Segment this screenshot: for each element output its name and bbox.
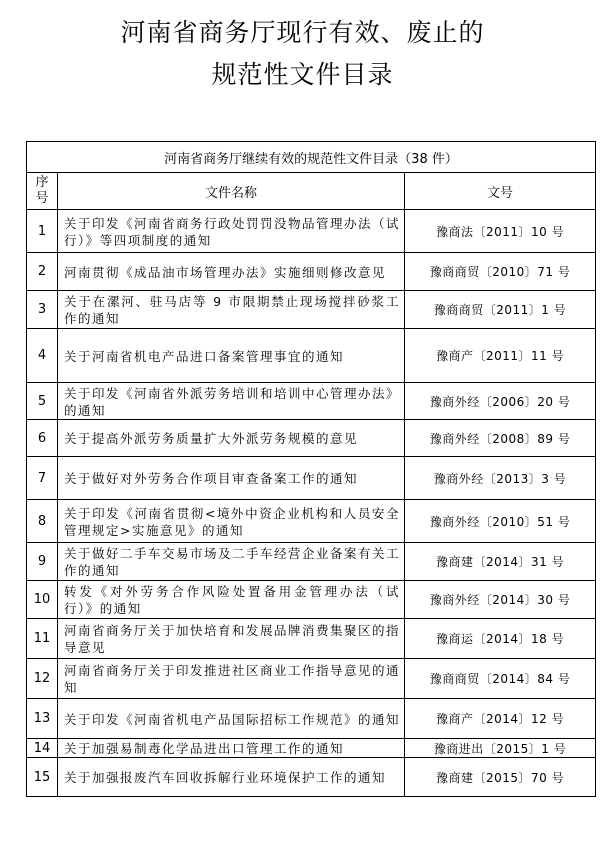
row-seq: 5 bbox=[27, 383, 58, 420]
table-row bbox=[27, 210, 596, 253]
table-row bbox=[27, 739, 596, 758]
row-doc-number: 豫商法〔2011〕10 号 bbox=[405, 210, 596, 253]
row-doc-number: 豫商外经〔2010〕51 号 bbox=[405, 500, 596, 543]
row-doc-name: 关于提高外派劳务质量扩大外派劳务规模的意见 bbox=[58, 420, 405, 457]
row-doc-number: 豫商建〔2015〕70 号 bbox=[405, 758, 596, 797]
row-doc-number: 豫商商贸〔2010〕71 号 bbox=[405, 253, 596, 291]
row-doc-name: 关于做好二手车交易市场及二手车经营企业备案有关工作的通知 bbox=[58, 543, 405, 581]
table-row bbox=[27, 581, 596, 619]
row-doc-name: 关于做好对外劳务合作项目审查备案工作的通知 bbox=[58, 457, 405, 500]
table-row bbox=[27, 758, 596, 797]
table-row bbox=[27, 543, 596, 581]
table-row bbox=[27, 659, 596, 699]
row-seq: 8 bbox=[27, 500, 58, 543]
header-doc-number: 文号 bbox=[405, 173, 596, 210]
header-seq-top: 序 bbox=[35, 175, 49, 190]
table-row bbox=[27, 291, 596, 329]
row-seq: 1 bbox=[27, 210, 58, 253]
header-doc-name: 文件名称 bbox=[58, 173, 405, 210]
row-doc-name: 关于加强易制毒化学品进出口管理工作的通知 bbox=[58, 739, 405, 758]
row-doc-number: 豫商运〔2014〕18 号 bbox=[405, 619, 596, 659]
row-seq: 14 bbox=[27, 739, 58, 758]
table-row bbox=[27, 457, 596, 500]
table-row bbox=[27, 420, 596, 457]
row-seq: 12 bbox=[27, 659, 58, 699]
row-doc-number: 豫商外经〔2008〕89 号 bbox=[405, 420, 596, 457]
row-doc-number: 豫商商贸〔2011〕1 号 bbox=[405, 291, 596, 329]
row-doc-name: 关于在漯河、驻马店等 9 市限期禁止现场搅拌砂浆工作的通知 bbox=[58, 291, 405, 329]
row-doc-name: 关于印发《河南省外派劳务培训和培训中心管理办法》的通知 bbox=[58, 383, 405, 420]
row-doc-number: 豫商外经〔2013〕3 号 bbox=[405, 457, 596, 500]
row-seq: 11 bbox=[27, 619, 58, 659]
row-doc-number: 豫商产〔2011〕11 号 bbox=[405, 329, 596, 383]
row-doc-name: 关于印发《河南省商务行政处罚罚没物品管理办法（试行）》等四项制度的通知 bbox=[58, 210, 405, 253]
row-doc-name: 河南贯彻《成品油市场管理办法》实施细则修改意见 bbox=[58, 253, 405, 291]
page-title-line-1: 河南省商务厅现行有效、废止的 bbox=[120, 18, 485, 47]
row-seq: 3 bbox=[27, 291, 58, 329]
row-seq: 9 bbox=[27, 543, 58, 581]
table-row bbox=[27, 253, 596, 291]
row-doc-number: 豫商外经〔2006〕20 号 bbox=[405, 383, 596, 420]
row-seq: 6 bbox=[27, 420, 58, 457]
row-doc-number: 豫商产〔2014〕12 号 bbox=[405, 699, 596, 739]
row-seq: 4 bbox=[27, 329, 58, 383]
table-header-row bbox=[27, 173, 596, 210]
row-doc-number: 豫商外经〔2014〕30 号 bbox=[405, 581, 596, 619]
table-row bbox=[27, 500, 596, 543]
row-doc-name: 关于印发《河南省贯彻<境外中资企业机构和人员安全管理规定>实施意见》的通知 bbox=[58, 500, 405, 543]
row-seq: 15 bbox=[27, 758, 58, 797]
row-seq: 7 bbox=[27, 457, 58, 500]
header-seq bbox=[27, 173, 58, 210]
row-doc-name: 关于加强报废汽车回收拆解行业环境保护工作的通知 bbox=[58, 758, 405, 797]
row-seq: 2 bbox=[27, 253, 58, 291]
regulation-table bbox=[26, 141, 596, 797]
row-seq: 10 bbox=[27, 581, 58, 619]
row-doc-name: 关于河南省机电产品进口备案管理事宜的通知 bbox=[58, 329, 405, 383]
row-doc-number: 豫商建〔2014〕31 号 bbox=[405, 543, 596, 581]
table-caption: 河南省商务厅继续有效的规范性文件目录（38 件） bbox=[27, 142, 596, 173]
table-row bbox=[27, 383, 596, 420]
header-seq-bottom: 号 bbox=[35, 191, 49, 206]
table-row bbox=[27, 699, 596, 739]
row-doc-name: 河南省商务厅关于印发推进社区商业工作指导意见的通知 bbox=[58, 659, 405, 699]
row-doc-number: 豫商商贸〔2014〕84 号 bbox=[405, 659, 596, 699]
table-row bbox=[27, 329, 596, 383]
row-seq: 13 bbox=[27, 699, 58, 739]
row-doc-number: 豫商进出〔2015〕1 号 bbox=[405, 739, 596, 758]
row-doc-name: 关于印发《河南省机电产品国际招标工作规范》的通知 bbox=[58, 699, 405, 739]
table-row bbox=[27, 619, 596, 659]
row-doc-name: 河南省商务厅关于加快培育和发展品牌消费集聚区的指导意见 bbox=[58, 619, 405, 659]
page-title-line-2: 规范性文件目录 bbox=[211, 60, 394, 89]
row-doc-name: 转发《对外劳务合作风险处置备用金管理办法（试行）》的通知 bbox=[58, 581, 405, 619]
